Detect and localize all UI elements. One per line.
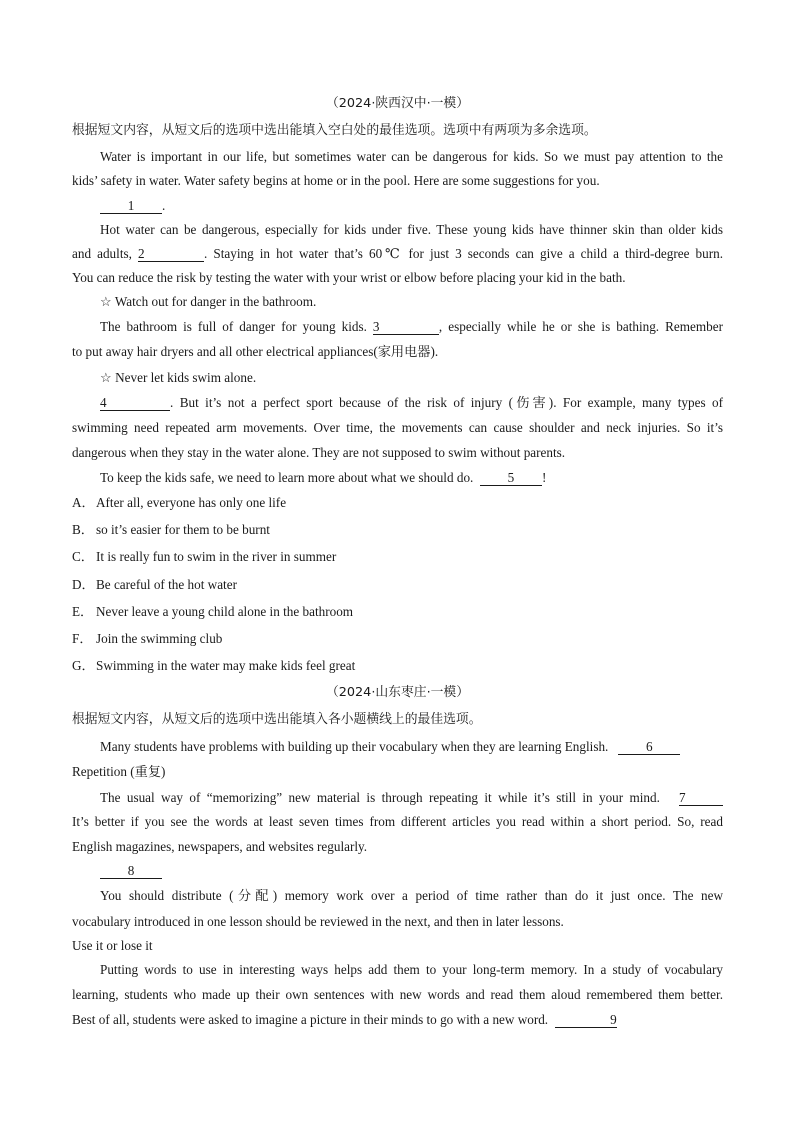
blank-1[interactable]: 1 (100, 199, 162, 214)
section2-source: （2024·山东枣庄·一模） (325, 685, 470, 700)
passage-text: and adults, (72, 246, 132, 261)
blank-7-line (72, 789, 723, 807)
passage-text: , especially while he or she is bathing. Remember (438, 319, 723, 334)
passage1-line: Hot water can be dangerous, especially for kids under five. These young kids have thinner skin than older kids (100, 222, 723, 237)
option-d[interactable] (72, 576, 237, 594)
blank-7[interactable]: 7 (679, 791, 723, 806)
option-letter: G． (72, 658, 95, 673)
passage2-line: You should distribute (分配) memory work over a period of time rather than do it just once. The new (100, 888, 723, 903)
option-letter: C． (72, 549, 94, 564)
option-text: Never leave a young child alone in the bathroom (96, 604, 354, 619)
passage-text: Many students have problems with building up their vocabulary when they are learning English. (100, 739, 609, 754)
passage1-line: dangerous when they stay in the water alone. They are not supposed to swim without parents. (72, 445, 566, 460)
option-a[interactable] (72, 494, 286, 512)
blank-1-tail: . (162, 198, 166, 213)
passage-text: The bathroom is full of danger for young kids. (100, 319, 367, 334)
option-c[interactable] (72, 548, 336, 566)
passage-text: Best of all, students were asked to imagine a picture in their minds to go with a new word. (72, 1012, 549, 1027)
blank-2-line (72, 245, 723, 263)
option-text: It is really fun to swim in the river in summer (96, 549, 337, 564)
blank-4[interactable]: 4 (100, 396, 170, 411)
passage1-line: Water is important in our life, but sometimes water can be dangerous for kids. So we must pay attention to the (100, 149, 723, 164)
passage1-line: swimming need repeated arm movements. Over time, the movements can cause shoulder and neck injuries. So it’s (72, 420, 723, 435)
passage2-line: English magazines, newspapers, and websites regularly. (72, 839, 368, 854)
blank-9-line (72, 1011, 723, 1029)
passage-text: . Staying in hot water that’s 60℃ for just 3 seconds can give a child a third-degree burn. (204, 246, 724, 261)
passage2-line: learning, students who made up their own sentences with new words and read them aloud remembered them better. (72, 987, 723, 1002)
option-g[interactable] (72, 657, 355, 675)
passage-text: ! (541, 470, 547, 485)
blank-4-line (72, 394, 723, 412)
blank-8-line (72, 862, 723, 880)
section1-instruction: 根据短文内容，从短文后的选项中选出能填入空白处的最佳选项。选项中有两项为多余选项。 (72, 123, 597, 138)
passage-text: . But it’s not a perfect sport because of the risk of injury (伤害). For example, many types of (170, 395, 723, 410)
passage1-line: kids’ safety in water. Water safety begins at home or in the pool. Here are some suggestions for you. (72, 173, 600, 188)
option-text: After all, everyone has only one life (96, 495, 287, 510)
option-text: Swimming in the water may make kids feel great (96, 658, 356, 673)
option-e[interactable] (72, 603, 353, 621)
passage-text: The usual way of “memorizing” new material is through repeating it while it’s still in your mind. (100, 790, 660, 805)
blank-5-line (72, 469, 723, 487)
passage2-line: Putting words to use in interesting ways helps add them to your long-term memory. In a study of vocabulary (100, 962, 723, 977)
blank-3-line (72, 318, 723, 336)
passage-text: To keep the kids safe, we need to learn more about what we should do. (100, 470, 474, 485)
option-text: so it’s easier for them to be burnt (96, 522, 270, 537)
option-letter: F． (72, 631, 93, 646)
passage2-line: It’s better if you see the words at least seven times from different articles you read within a short period. So, read (72, 814, 723, 829)
passage1-line: You can reduce the risk by testing the water with your wrist or elbow before placing your kid in the bath. (72, 270, 626, 285)
blank-3[interactable]: 3 (373, 320, 439, 335)
blank-6[interactable]: 6 (618, 740, 680, 755)
blank-8[interactable]: 8 (100, 864, 162, 879)
section1-source: （2024·陕西汉中·一模） (325, 96, 470, 111)
subheading-use-it: Use it or lose it (72, 938, 153, 953)
option-text: Be careful of the hot water (96, 577, 237, 592)
option-b[interactable] (72, 521, 270, 539)
section2-instruction: 根据短文内容，从短文后的选项中选出能填入各小题横线上的最佳选项。 (72, 712, 482, 727)
subheading-swim-alone: ☆ Never let kids swim alone. (100, 370, 257, 385)
subheading-repetition: Repetition (重复) (72, 764, 166, 779)
passage1-line: to put away hair dryers and all other electrical appliances(家用电器). (72, 344, 439, 359)
blank-6-line (72, 738, 723, 756)
option-f[interactable] (72, 630, 222, 648)
option-letter: E． (72, 604, 94, 619)
passage2-line: vocabulary introduced in one lesson should be reviewed in the next, and then in later lessons. (72, 914, 564, 929)
blank-1-line (72, 197, 723, 215)
option-text: Join the swimming club (96, 631, 223, 646)
blank-2[interactable]: 2 (138, 247, 204, 262)
blank-5[interactable]: 5 (480, 471, 542, 486)
option-letter: D． (72, 577, 95, 592)
option-letter: B． (72, 522, 94, 537)
subheading-bathroom: ☆ Watch out for danger in the bathroom. (100, 294, 317, 309)
option-letter: A． (72, 495, 95, 510)
blank-9[interactable]: 9 (555, 1013, 617, 1028)
